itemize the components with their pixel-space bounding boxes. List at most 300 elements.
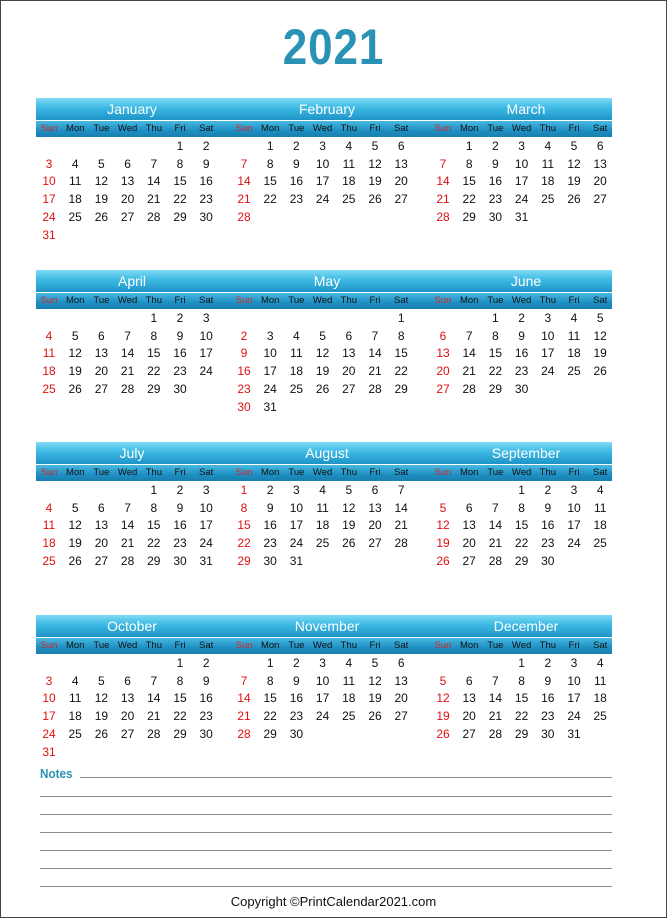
date-cell: 5 <box>570 139 578 153</box>
date-cell: 4 <box>596 656 604 670</box>
date-cell: 2 <box>240 328 248 343</box>
date-cell: 4 <box>71 156 79 171</box>
date-cell: 24 <box>199 536 213 551</box>
weekday-label-mon: Mon <box>459 467 479 478</box>
date-cell: 26 <box>68 381 82 396</box>
weekday-label-thu: Thu <box>340 640 357 651</box>
date-cell: 29 <box>462 209 476 224</box>
date-cell: 2 <box>293 656 300 670</box>
date-cell: 3 <box>518 139 525 153</box>
date-cell: 9 <box>202 156 210 171</box>
weekday-label-fri: Fri <box>174 123 186 134</box>
weekday-label-fri: Fri <box>174 467 186 478</box>
date-cell: 22 <box>514 709 529 724</box>
date-cell: 25 <box>593 536 607 551</box>
date-cell: 22 <box>237 536 251 551</box>
date-cell: 4 <box>45 500 53 515</box>
date-cell: 16 <box>514 346 529 361</box>
date-cell: 13 <box>394 156 408 171</box>
weekday-label-fri: Fri <box>568 123 580 134</box>
date-cell: 20 <box>462 536 476 551</box>
date-cell: 18 <box>567 346 581 361</box>
weekday-label-fri: Fri <box>369 467 381 478</box>
date-cell: 31 <box>199 553 213 568</box>
date-cell: 14 <box>436 174 450 189</box>
date-cell: 26 <box>436 726 450 741</box>
date-cell: 20 <box>368 518 382 533</box>
date-cell: 27 <box>120 209 135 224</box>
weekday-label-thu: Thu <box>539 123 556 134</box>
month-name-november: November <box>294 618 360 634</box>
date-cell: 2 <box>518 311 525 325</box>
date-cell: 27 <box>94 553 109 568</box>
notes-line <box>40 796 612 797</box>
date-cell: 17 <box>263 364 277 379</box>
date-cell: 26 <box>68 553 82 568</box>
date-cell: 9 <box>240 346 248 361</box>
date-cell: 26 <box>567 192 581 207</box>
date-cell: 23 <box>199 709 213 724</box>
date-cell: 8 <box>465 156 473 171</box>
date-cell: 4 <box>544 139 552 153</box>
date-cell: 25 <box>342 709 356 724</box>
date-cell: 11 <box>68 174 82 189</box>
date-cell: 19 <box>567 174 581 189</box>
date-cell: 6 <box>98 500 105 515</box>
date-cell: 31 <box>263 399 277 414</box>
date-cell: 16 <box>289 691 304 706</box>
date-cell: 30 <box>488 209 503 224</box>
weekday-label-tue: Tue <box>93 295 110 306</box>
weekday-header-bar <box>36 292 612 309</box>
weekday-label-sun: Sun <box>235 123 253 134</box>
month-header-bar <box>36 442 612 464</box>
date-cell: 21 <box>147 709 161 724</box>
date-cell: 7 <box>240 156 248 171</box>
date-cell: 24 <box>289 536 304 551</box>
weekday-label-sat: Sat <box>593 467 608 478</box>
date-cell: 8 <box>176 156 184 171</box>
date-cell: 6 <box>397 656 405 670</box>
weekday-label-sun: Sun <box>235 467 253 478</box>
date-cell: 26 <box>368 709 382 724</box>
date-cell: 9 <box>518 328 525 343</box>
date-cell: 28 <box>394 536 408 551</box>
date-cell: 30 <box>199 209 213 224</box>
weekday-label-sat: Sat <box>593 123 608 134</box>
date-cell: 8 <box>266 673 274 688</box>
date-cell: 11 <box>541 156 555 171</box>
date-cell: 6 <box>596 139 604 153</box>
date-cell: 15 <box>263 691 277 706</box>
date-cell: 4 <box>570 311 578 325</box>
date-cell: 17 <box>541 346 555 361</box>
weekday-label-fri: Fri <box>174 640 186 651</box>
date-cell: 6 <box>345 328 353 343</box>
date-cell: 18 <box>541 174 555 189</box>
date-cell: 30 <box>514 381 529 396</box>
date-cell: 2 <box>293 139 300 153</box>
weekday-label-tue: Tue <box>288 295 305 306</box>
date-cell: 2 <box>544 656 552 670</box>
date-cell: 19 <box>68 536 82 551</box>
date-cell: 15 <box>462 174 476 189</box>
date-cell: 9 <box>176 500 184 515</box>
weekday-label-sun: Sun <box>40 467 58 478</box>
date-cell: 8 <box>150 328 158 343</box>
date-cell: 8 <box>266 156 274 171</box>
date-cell: 29 <box>147 553 161 568</box>
weekday-label-sun: Sun <box>40 640 58 651</box>
date-cell: 13 <box>368 500 382 515</box>
weekday-label-mon: Mon <box>65 295 85 306</box>
date-cell: 26 <box>94 209 109 224</box>
weekday-label-wed: Wed <box>117 640 138 651</box>
date-cell: 20 <box>94 364 109 379</box>
date-cell: 16 <box>541 518 555 533</box>
date-cell: 19 <box>315 364 330 379</box>
date-cell: 5 <box>371 656 379 670</box>
date-cell: 17 <box>199 518 213 533</box>
date-cell: 25 <box>42 553 56 568</box>
weekday-label-tue: Tue <box>93 123 110 134</box>
date-cell: 7 <box>397 483 405 497</box>
date-cell: 1 <box>176 656 184 670</box>
date-cell: 11 <box>42 518 56 533</box>
date-cell: 6 <box>371 483 379 497</box>
date-cell: 2 <box>176 311 184 325</box>
date-cell: 23 <box>514 364 529 379</box>
date-cell: 19 <box>436 536 450 551</box>
month-header-bar <box>36 615 612 637</box>
date-cell: 19 <box>436 709 450 724</box>
month-name-june: June <box>510 273 542 289</box>
date-cell: 27 <box>436 381 450 396</box>
weekday-label-mon: Mon <box>459 640 479 651</box>
weekday-header-bar <box>36 120 612 137</box>
weekday-label-tue: Tue <box>288 123 305 134</box>
date-cell: 24 <box>42 209 56 224</box>
date-cell: 13 <box>120 691 135 706</box>
date-cell: 25 <box>541 192 555 207</box>
date-cell: 15 <box>488 346 503 361</box>
date-cell: 27 <box>394 709 408 724</box>
date-cell: 11 <box>68 691 82 706</box>
weekday-label-sun: Sun <box>434 123 452 134</box>
date-cell: 29 <box>173 726 187 741</box>
date-cell: 17 <box>567 691 581 706</box>
date-cell: 1 <box>176 139 184 153</box>
date-cell: 28 <box>120 553 135 568</box>
weekday-label-sun: Sun <box>40 123 58 134</box>
date-cell: 2 <box>202 139 210 153</box>
date-cell: 4 <box>45 328 53 343</box>
date-cell: 27 <box>120 726 135 741</box>
date-cell: 22 <box>173 709 187 724</box>
weekday-label-mon: Mon <box>260 467 280 478</box>
weekday-label-wed: Wed <box>117 295 138 306</box>
month-name-october: October <box>107 618 157 634</box>
date-cell: 14 <box>394 500 408 515</box>
date-cell: 25 <box>289 381 304 396</box>
date-cell: 24 <box>541 364 555 379</box>
date-cell: 11 <box>42 346 56 361</box>
date-cell: 24 <box>514 192 529 207</box>
date-cell: 24 <box>263 381 277 396</box>
weekday-label-mon: Mon <box>65 640 85 651</box>
date-cell: 15 <box>147 346 161 361</box>
date-cell: 18 <box>315 518 330 533</box>
weekday-label-thu: Thu <box>539 467 556 478</box>
date-cell: 28 <box>462 381 476 396</box>
date-cell: 4 <box>596 483 604 497</box>
date-cell: 24 <box>567 536 581 551</box>
date-cell: 30 <box>541 726 555 741</box>
date-cell: 3 <box>45 156 53 171</box>
date-cell: 17 <box>567 518 581 533</box>
date-cell: 2 <box>176 483 184 497</box>
copyright-text: Copyright ©PrintCalendar2021.com <box>230 894 437 909</box>
date-cell: 14 <box>237 174 251 189</box>
weekday-label-thu: Thu <box>145 640 162 651</box>
weekday-label-fri: Fri <box>568 640 580 651</box>
date-cell: 27 <box>462 726 476 741</box>
weekday-label-tue: Tue <box>487 640 504 651</box>
date-cell: 26 <box>368 192 382 207</box>
date-cell: 19 <box>342 518 356 533</box>
date-cell: 31 <box>567 726 581 741</box>
weekday-label-mon: Mon <box>459 295 479 306</box>
date-cell: 14 <box>368 346 382 361</box>
date-cell: 2 <box>544 483 552 497</box>
notes-line <box>40 850 612 851</box>
weekday-label-tue: Tue <box>93 467 110 478</box>
month-name-august: August <box>305 445 349 461</box>
date-cell: 18 <box>42 536 56 551</box>
date-cell: 23 <box>289 192 304 207</box>
date-cell: 26 <box>94 726 109 741</box>
weekday-label-sat: Sat <box>199 467 214 478</box>
date-cell: 20 <box>120 192 135 207</box>
date-cell: 3 <box>319 139 326 153</box>
date-cell: 9 <box>544 673 552 688</box>
date-cell: 26 <box>593 364 607 379</box>
date-cell: 8 <box>150 500 158 515</box>
date-cell: 16 <box>199 174 213 189</box>
weekday-label-sun: Sun <box>434 640 452 651</box>
date-cell: 20 <box>342 364 356 379</box>
month-name-september: September <box>491 445 561 461</box>
date-cell: 28 <box>488 726 503 741</box>
date-cell: 23 <box>173 364 187 379</box>
date-cell: 21 <box>488 536 503 551</box>
date-cell: 21 <box>436 192 450 207</box>
notes-line <box>40 868 612 869</box>
date-cell: 2 <box>492 139 499 153</box>
notes-line <box>40 886 612 887</box>
date-cell: 3 <box>319 656 326 670</box>
weekday-label-thu: Thu <box>340 123 357 134</box>
date-cell: 27 <box>94 381 109 396</box>
weekday-label-wed: Wed <box>312 123 333 134</box>
weekday-label-mon: Mon <box>65 467 85 478</box>
date-cell: 21 <box>368 364 382 379</box>
notes-label: Notes <box>40 766 73 781</box>
date-cell: 12 <box>593 328 607 343</box>
month-header-bar <box>36 270 612 292</box>
date-cell: 21 <box>147 192 161 207</box>
date-cell: 16 <box>173 346 187 361</box>
date-cell: 10 <box>315 673 330 688</box>
date-cell: 29 <box>514 726 529 741</box>
date-cell: 1 <box>465 139 473 153</box>
date-cell: 12 <box>368 156 382 171</box>
date-cell: 7 <box>439 156 447 171</box>
date-cell: 23 <box>541 709 555 724</box>
date-cell: 28 <box>368 381 382 396</box>
weekday-label-sun: Sun <box>434 467 452 478</box>
date-cell: 29 <box>394 381 408 396</box>
date-cell: 18 <box>68 709 82 724</box>
date-cell: 3 <box>293 483 300 497</box>
date-cell: 30 <box>173 553 187 568</box>
date-cell: 15 <box>514 691 529 706</box>
date-cell: 7 <box>150 156 158 171</box>
date-cell: 17 <box>42 709 56 724</box>
date-cell: 18 <box>342 174 356 189</box>
date-cell: 7 <box>371 328 379 343</box>
date-cell: 13 <box>462 691 476 706</box>
date-cell: 17 <box>315 174 330 189</box>
date-cell: 1 <box>150 311 158 325</box>
weekday-label-wed: Wed <box>117 123 138 134</box>
date-cell: 29 <box>147 381 161 396</box>
date-cell: 14 <box>237 691 251 706</box>
date-cell: 22 <box>514 536 529 551</box>
date-cell: 6 <box>439 328 447 343</box>
date-cell: 14 <box>147 691 161 706</box>
date-cell: 21 <box>488 709 503 724</box>
date-cell: 10 <box>541 328 555 343</box>
weekday-label-wed: Wed <box>312 295 333 306</box>
date-cell: 22 <box>263 192 277 207</box>
date-cell: 24 <box>42 726 56 741</box>
month-name-july: July <box>119 445 145 461</box>
notes-line <box>40 814 612 815</box>
date-cell: 12 <box>368 673 382 688</box>
date-cell: 31 <box>514 209 529 224</box>
date-cell: 11 <box>593 673 607 688</box>
date-cell: 25 <box>68 209 82 224</box>
date-cell: 29 <box>263 726 277 741</box>
weekday-label-sat: Sat <box>199 123 214 134</box>
weekday-label-sun: Sun <box>40 295 58 306</box>
month-header-bar <box>36 98 612 120</box>
month-name-december: December <box>493 618 559 634</box>
date-cell: 27 <box>368 536 382 551</box>
date-cell: 15 <box>173 691 187 706</box>
date-cell: 13 <box>94 346 109 361</box>
date-cell: 25 <box>567 364 581 379</box>
date-cell: 19 <box>368 174 382 189</box>
date-cell: 28 <box>147 209 161 224</box>
date-cell: 29 <box>237 553 251 568</box>
date-cell: 18 <box>42 364 56 379</box>
date-cell: 6 <box>465 673 473 688</box>
date-cell: 21 <box>237 709 251 724</box>
date-cell: 11 <box>567 328 581 343</box>
date-cell: 14 <box>462 346 476 361</box>
date-cell: 3 <box>570 483 578 497</box>
weekday-label-sat: Sat <box>394 295 409 306</box>
weekday-label-tue: Tue <box>288 467 305 478</box>
date-cell: 18 <box>68 192 82 207</box>
date-cell: 24 <box>567 709 581 724</box>
date-cell: 24 <box>315 709 330 724</box>
weekday-label-thu: Thu <box>340 467 357 478</box>
weekday-label-tue: Tue <box>93 640 110 651</box>
date-cell: 15 <box>147 518 161 533</box>
month-name-february: February <box>298 101 356 117</box>
date-cell: 3 <box>570 656 578 670</box>
date-cell: 13 <box>436 346 450 361</box>
month-name-may: May <box>313 273 341 289</box>
date-cell: 13 <box>462 518 476 533</box>
date-cell: 23 <box>199 192 213 207</box>
weekday-label-sat: Sat <box>593 295 608 306</box>
weekday-label-wed: Wed <box>312 467 333 478</box>
weekday-label-fri: Fri <box>174 295 186 306</box>
date-cell: 16 <box>173 518 187 533</box>
date-cell: 10 <box>567 500 581 515</box>
date-cell: 12 <box>436 518 450 533</box>
date-cell: 5 <box>345 483 353 497</box>
weekday-label-sat: Sat <box>394 467 409 478</box>
date-cell: 23 <box>173 536 187 551</box>
weekday-label-sat: Sat <box>199 640 214 651</box>
date-cell: 27 <box>394 192 408 207</box>
date-cell: 14 <box>120 518 135 533</box>
date-cell: 25 <box>315 536 330 551</box>
date-cell: 7 <box>124 328 131 343</box>
date-cell: 31 <box>42 744 56 759</box>
date-cell: 19 <box>68 364 82 379</box>
date-cell: 20 <box>593 174 607 189</box>
weekday-label-sat: Sat <box>394 123 409 134</box>
date-cell: 9 <box>293 673 300 688</box>
date-cell: 14 <box>120 346 135 361</box>
weekday-label-wed: Wed <box>117 467 138 478</box>
date-cell: 10 <box>514 156 529 171</box>
date-cell: 19 <box>593 346 607 361</box>
date-cell: 6 <box>397 139 405 153</box>
weekday-label-sun: Sun <box>235 295 253 306</box>
notes-line <box>40 832 612 833</box>
date-cell: 4 <box>319 483 326 497</box>
date-cell: 6 <box>124 156 131 171</box>
date-cell: 22 <box>147 536 161 551</box>
date-cell: 27 <box>342 381 356 396</box>
weekday-header-bar <box>36 464 612 481</box>
date-cell: 30 <box>173 381 187 396</box>
weekday-label-wed: Wed <box>511 467 532 478</box>
date-cell: 30 <box>237 399 251 414</box>
date-cell: 25 <box>593 709 607 724</box>
month-name-january: January <box>107 101 157 117</box>
date-cell: 5 <box>371 139 379 153</box>
date-cell: 2 <box>266 483 274 497</box>
date-cell: 15 <box>173 174 187 189</box>
